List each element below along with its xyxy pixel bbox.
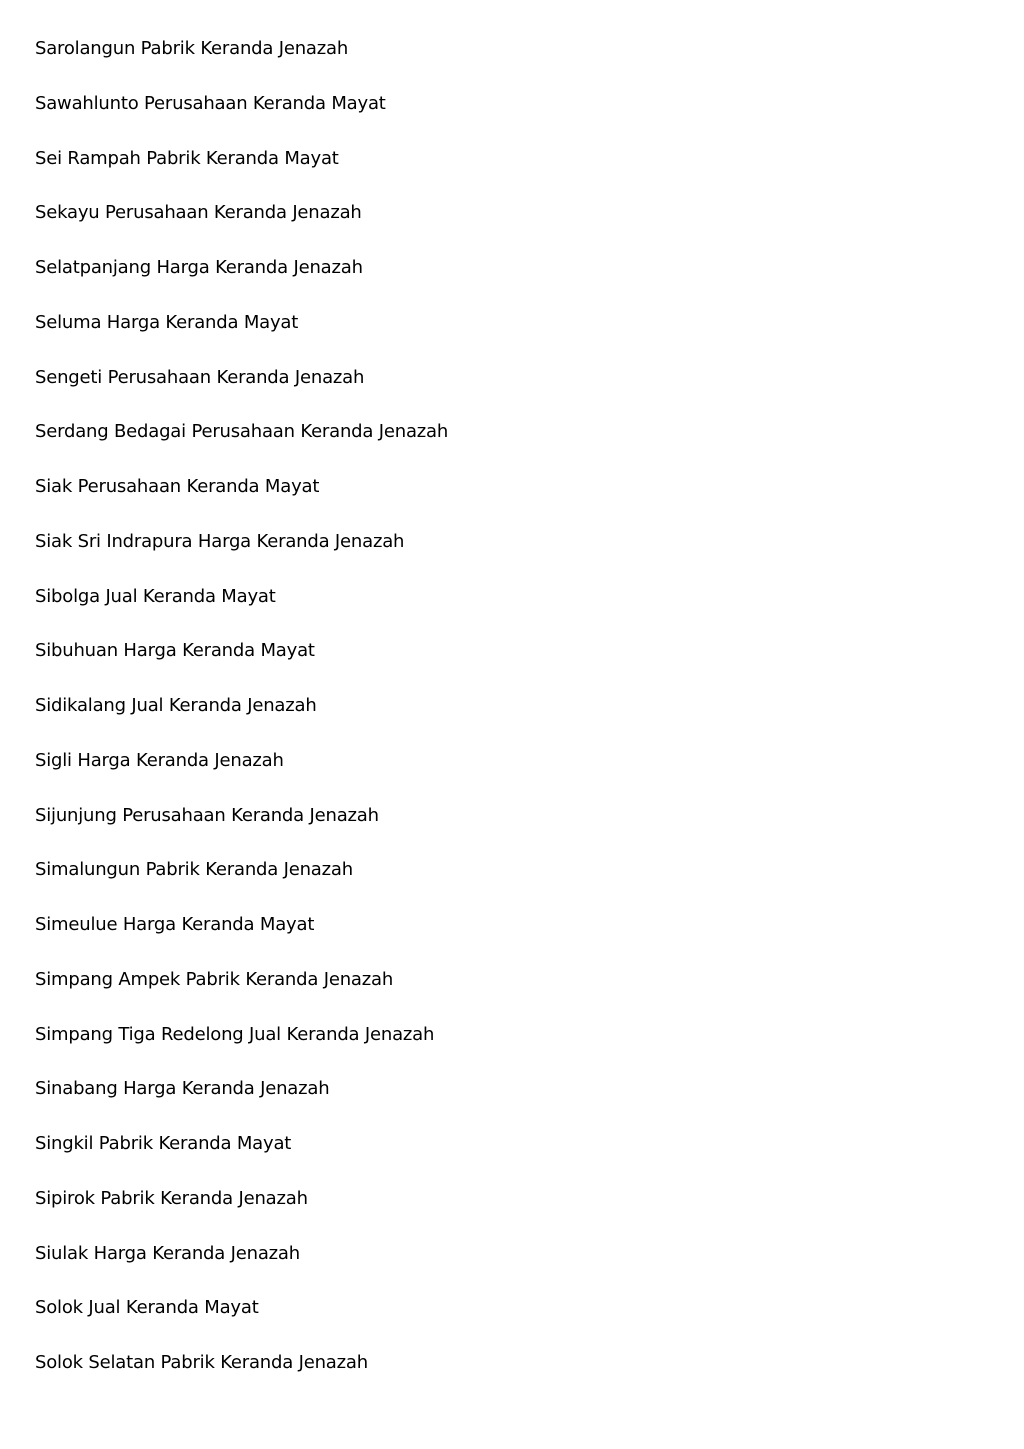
list-item: Sinabang Harga Keranda Jenazah <box>35 1078 330 1100</box>
list-item: Singkil Pabrik Keranda Mayat <box>35 1133 292 1154</box>
list-item: Seluma Harga Keranda Mayat <box>35 311 299 333</box>
list-item: Simpang Ampek Pabrik Keranda Jenazah <box>35 968 394 990</box>
list-item: Solok Jual Keranda Mayat <box>35 1297 259 1319</box>
list-item: Sekayu Perusahaan Keranda Jenazah <box>35 202 362 224</box>
list-item: Siak Perusahaan Keranda Mayat <box>35 476 320 497</box>
list-item: Solok Selatan Pabrik Keranda Jenazah <box>35 1352 368 1373</box>
list-item: Simeulue Harga Keranda Mayat <box>35 914 315 935</box>
list-item: Sei Rampah Pabrik Keranda Mayat <box>35 147 339 169</box>
list-item: Sibolga Jual Keranda Mayat <box>35 585 276 607</box>
list-item: Sarolangun Pabrik Keranda Jenazah <box>35 38 349 59</box>
list-item: Sibuhuan Harga Keranda Mayat <box>35 640 315 662</box>
list-item: Sigli Harga Keranda Jenazah <box>35 749 284 771</box>
list-item: Siulak Harga Keranda Jenazah <box>35 1242 300 1264</box>
list-item: Sawahlunto Perusahaan Keranda Mayat <box>35 92 386 114</box>
list-item: Simalungun Pabrik Keranda Jenazah <box>35 859 353 881</box>
list-item: Selatpanjang Harga Keranda Jenazah <box>35 257 363 278</box>
list-item: Siak Sri Indrapura Harga Keranda Jenazah <box>35 530 405 552</box>
list-item: Simpang Tiga Redelong Jual Keranda Jenazah <box>35 1023 435 1045</box>
list-item: Sijunjung Perusahaan Keranda Jenazah <box>35 804 379 826</box>
list-item: Sengeti Perusahaan Keranda Jenazah <box>35 366 365 388</box>
list-item: Serdang Bedagai Perusahaan Keranda Jenazah <box>35 421 449 443</box>
list-item: Sidikalang Jual Keranda Jenazah <box>35 695 317 716</box>
entry-list <box>35 36 448 1405</box>
list-item: Sipirok Pabrik Keranda Jenazah <box>35 1187 308 1209</box>
